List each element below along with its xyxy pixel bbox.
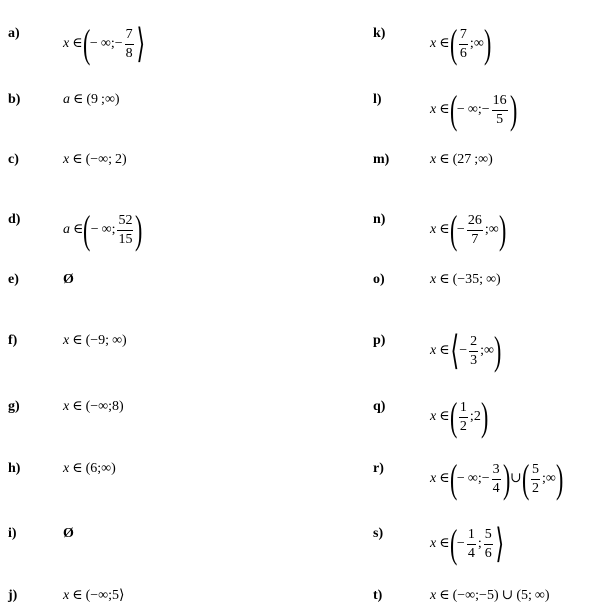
element-of-symbol: ∈ (439, 343, 450, 358)
infinity-symbol: ∞ (478, 152, 489, 167)
answer-l (430, 87, 517, 132)
denominator: 4 (467, 545, 475, 561)
right-paren: ) (122, 152, 127, 167)
separator: ; (480, 343, 484, 358)
left-paren: ( (449, 521, 457, 566)
separator: ; (108, 152, 113, 167)
separator: ; (477, 536, 482, 551)
fraction (469, 335, 478, 368)
element-of-symbol: ∈ (73, 222, 84, 237)
separator: ; (101, 92, 105, 107)
denominator: 3 (470, 352, 478, 368)
answer-e (63, 270, 74, 290)
separator: ; (479, 272, 484, 287)
infinity-symbol: ∞ (534, 588, 545, 603)
numerator: 7 (125, 28, 134, 45)
left-paren: ( (85, 399, 91, 414)
infinity-symbol: ∞ (484, 343, 494, 358)
minus-sign: − (456, 222, 465, 237)
separator: ; (542, 471, 546, 486)
fraction (125, 28, 134, 61)
numerator: 52 (117, 214, 133, 231)
left-paren: ( (449, 21, 457, 66)
separator: ; (469, 36, 474, 51)
answer-r (430, 456, 564, 501)
denominator: 15 (118, 231, 133, 247)
infinity-symbol: ∞ (98, 399, 109, 414)
answer-c (63, 150, 127, 170)
separator: ; (97, 461, 102, 476)
right-paren: ) (135, 207, 143, 252)
answer-o (430, 270, 501, 290)
variable-x: x (430, 102, 437, 117)
element-of-symbol: ∈ (439, 536, 450, 551)
infinity-symbol: ∞ (100, 36, 111, 51)
element-of-symbol: ∈ (72, 399, 83, 414)
answer-n (430, 207, 507, 252)
item-label-k: k) (373, 26, 386, 41)
fraction (117, 214, 133, 247)
left-paren: ( (86, 92, 92, 107)
number: 35 (465, 272, 480, 287)
separator: ; (474, 152, 479, 167)
element-of-symbol: ∈ (439, 409, 450, 424)
item-label-d: d) (8, 212, 21, 227)
variable-x: x (430, 409, 437, 424)
variable-x: x (63, 36, 70, 51)
variable-a: a (63, 222, 70, 237)
numerator: 3 (492, 463, 501, 480)
left-paren: ( (85, 461, 91, 476)
fraction (467, 214, 483, 247)
minus-sign: − (114, 36, 123, 51)
right-paren: ) (493, 328, 502, 373)
number: 5 (486, 588, 494, 603)
denominator: 5 (496, 111, 504, 127)
element-of-symbol: ∈ (439, 36, 450, 51)
separator: ; (528, 588, 532, 603)
infinity-symbol: ∞ (465, 588, 476, 603)
minus-sign: − (90, 152, 99, 167)
element-of-symbol: ∈ (439, 272, 450, 287)
left-paren: ( (521, 456, 530, 501)
infinity-symbol: ∞ (473, 36, 484, 51)
item-label-h: h) (8, 461, 21, 476)
variable-x: x (430, 36, 437, 51)
variable-x: x (430, 272, 437, 287)
number: 5 (521, 588, 529, 603)
element-of-symbol: ∈ (72, 588, 83, 603)
element-of-symbol: ∈ (439, 471, 450, 486)
number: 9 (91, 92, 99, 107)
infinity-symbol: ∞ (98, 588, 109, 603)
element-of-symbol: ∈ (73, 92, 84, 107)
union-symbol: ∪ (509, 471, 522, 486)
infinity-symbol: ∞ (467, 102, 478, 117)
minus-sign: − (90, 399, 99, 414)
left-paren: ( (452, 272, 458, 287)
left-paren: ( (85, 152, 91, 167)
item-label-p: p) (373, 333, 386, 348)
right-paren: ) (480, 394, 489, 439)
empty-set-symbol: Ø (63, 526, 74, 541)
right-angle-bracket: ⟩ (495, 521, 504, 566)
denominator: 4 (492, 480, 500, 496)
right-paren: ) (483, 21, 492, 66)
number: 9 (98, 333, 106, 348)
item-label-m: m) (373, 152, 390, 167)
left-paren: ( (449, 394, 457, 439)
number: 27 (457, 152, 472, 167)
separator: ; (105, 333, 110, 348)
variable-x: x (430, 471, 437, 486)
answer-g (63, 397, 124, 417)
element-of-symbol: ∈ (439, 102, 450, 117)
separator: ; (108, 399, 113, 414)
left-paren: ( (85, 333, 91, 348)
fraction (459, 28, 468, 61)
numerator: 1 (467, 528, 476, 545)
answer-m (430, 150, 493, 170)
item-label-o: o) (373, 272, 385, 287)
left-paren: ( (449, 456, 457, 501)
item-label-l: l) (373, 92, 382, 107)
minus-sign: − (456, 536, 465, 551)
minus-sign: − (457, 588, 466, 603)
answer-s (430, 521, 504, 566)
variable-x: x (430, 536, 437, 551)
minus-sign: − (89, 36, 98, 51)
minus-sign: − (90, 222, 99, 237)
numerator: 1 (459, 401, 468, 418)
variable-x: x (63, 588, 70, 603)
element-of-symbol: ∈ (439, 152, 450, 167)
minus-sign: − (479, 588, 487, 603)
variable-x: x (63, 152, 70, 167)
right-paren: ) (502, 456, 510, 501)
item-label-b: b) (8, 92, 21, 107)
left-paren: ( (82, 21, 90, 66)
fraction (492, 463, 501, 496)
left-paren: ( (449, 87, 457, 132)
minus-sign: − (459, 343, 468, 358)
answer-i (63, 524, 74, 544)
minus-sign: − (481, 471, 490, 486)
fraction (484, 528, 493, 561)
item-label-n: n) (373, 212, 386, 227)
variable-x: x (63, 461, 70, 476)
denominator: 7 (471, 231, 479, 247)
separator: ; (484, 222, 489, 237)
right-angle-bracket: ⟩ (136, 21, 145, 66)
denominator: 2 (459, 418, 467, 434)
infinity-symbol: ∞ (112, 333, 123, 348)
infinity-symbol: ∞ (488, 222, 499, 237)
right-paren: ) (544, 588, 550, 603)
denominator: 2 (532, 480, 539, 496)
numerator: 2 (469, 335, 478, 352)
separator: ; (477, 102, 482, 117)
numerator: 26 (467, 214, 483, 231)
answer-a (63, 21, 145, 66)
separator: ; (110, 36, 115, 51)
separator: ; (111, 222, 116, 237)
item-label-t: t) (373, 588, 383, 603)
infinity-symbol: ∞ (101, 461, 112, 476)
left-angle-bracket: ⟨ (450, 328, 459, 373)
minus-sign: − (456, 102, 465, 117)
infinity-symbol: ∞ (101, 222, 112, 237)
element-of-symbol: ∈ (72, 36, 83, 51)
variable-a: a (63, 92, 70, 107)
variable-x: x (430, 588, 437, 603)
left-paren: ( (516, 588, 522, 603)
element-of-symbol: ∈ (72, 461, 83, 476)
right-paren: ) (498, 207, 507, 252)
variable-x: x (63, 333, 70, 348)
item-label-e: e) (8, 272, 19, 287)
number: 5 (112, 588, 120, 603)
left-paren: ( (83, 207, 91, 252)
left-paren: ( (452, 588, 458, 603)
denominator: 6 (459, 45, 467, 61)
item-label-i: i) (8, 526, 17, 541)
minus-sign: − (456, 471, 465, 486)
numerator: 5 (531, 463, 540, 480)
infinity-symbol: ∞ (467, 471, 478, 486)
numerator: 5 (484, 528, 493, 545)
element-of-symbol: ∈ (72, 152, 83, 167)
left-paren: ( (85, 588, 91, 603)
infinity-symbol: ∞ (486, 272, 497, 287)
infinity-symbol: ∞ (98, 152, 109, 167)
right-paren: ) (488, 152, 493, 167)
answer-q (430, 394, 489, 439)
separator: ; (108, 588, 113, 603)
element-of-symbol: ∈ (439, 222, 450, 237)
item-label-s: s) (373, 526, 384, 541)
number: 8 (112, 399, 120, 414)
item-label-q: q) (373, 399, 386, 414)
answer-k (430, 21, 492, 66)
answer-d (63, 207, 143, 252)
item-label-g: g) (8, 399, 20, 414)
empty-set-symbol: Ø (63, 272, 74, 287)
left-paren: ( (449, 207, 457, 252)
right-paren: ) (111, 461, 116, 476)
item-label-r: r) (373, 461, 384, 476)
variable-x: x (63, 399, 70, 414)
right-paren: ) (114, 92, 120, 107)
minus-sign: − (457, 272, 466, 287)
answer-j (63, 586, 125, 606)
item-label-c: c) (8, 152, 19, 167)
right-paren: ) (493, 588, 499, 603)
answer-f (63, 331, 127, 351)
answer-p (430, 328, 502, 373)
infinity-symbol: ∞ (545, 471, 556, 486)
element-of-symbol: ∈ (439, 588, 450, 603)
separator: ; (477, 471, 482, 486)
separator: ; (475, 588, 480, 603)
item-label-j: j) (8, 588, 18, 603)
denominator: 6 (484, 545, 492, 561)
infinity-symbol: ∞ (104, 92, 115, 107)
left-paren: ( (452, 152, 458, 167)
fraction (467, 528, 476, 561)
right-paren: ) (496, 272, 501, 287)
right-paren: ) (122, 333, 127, 348)
fraction (531, 463, 540, 496)
answer-b (63, 90, 120, 110)
variable-x: x (430, 152, 437, 167)
fraction (459, 401, 468, 434)
element-of-symbol: ∈ (72, 333, 83, 348)
item-label-f: f) (8, 333, 18, 348)
right-paren: ) (509, 87, 517, 132)
numerator: 16 (492, 94, 508, 111)
union-symbol: ∪ (501, 588, 514, 603)
right-paren: ) (555, 456, 564, 501)
minus-sign: − (90, 588, 99, 603)
minus-sign: − (90, 333, 99, 348)
item-label-a: a) (8, 26, 20, 41)
variable-x: x (430, 343, 437, 358)
number: 6 (90, 461, 98, 476)
right-paren: ) (119, 399, 124, 414)
separator: ; (469, 409, 474, 424)
denominator: 8 (125, 45, 133, 61)
variable-x: x (430, 222, 437, 237)
number: 2 (473, 409, 481, 424)
answer-t (430, 586, 550, 606)
numerator: 7 (459, 28, 468, 45)
minus-sign: − (481, 102, 490, 117)
number: 2 (115, 152, 123, 167)
answer-h (63, 459, 116, 479)
fraction (492, 94, 508, 127)
right-angle-bracket: ⟩ (119, 588, 125, 603)
